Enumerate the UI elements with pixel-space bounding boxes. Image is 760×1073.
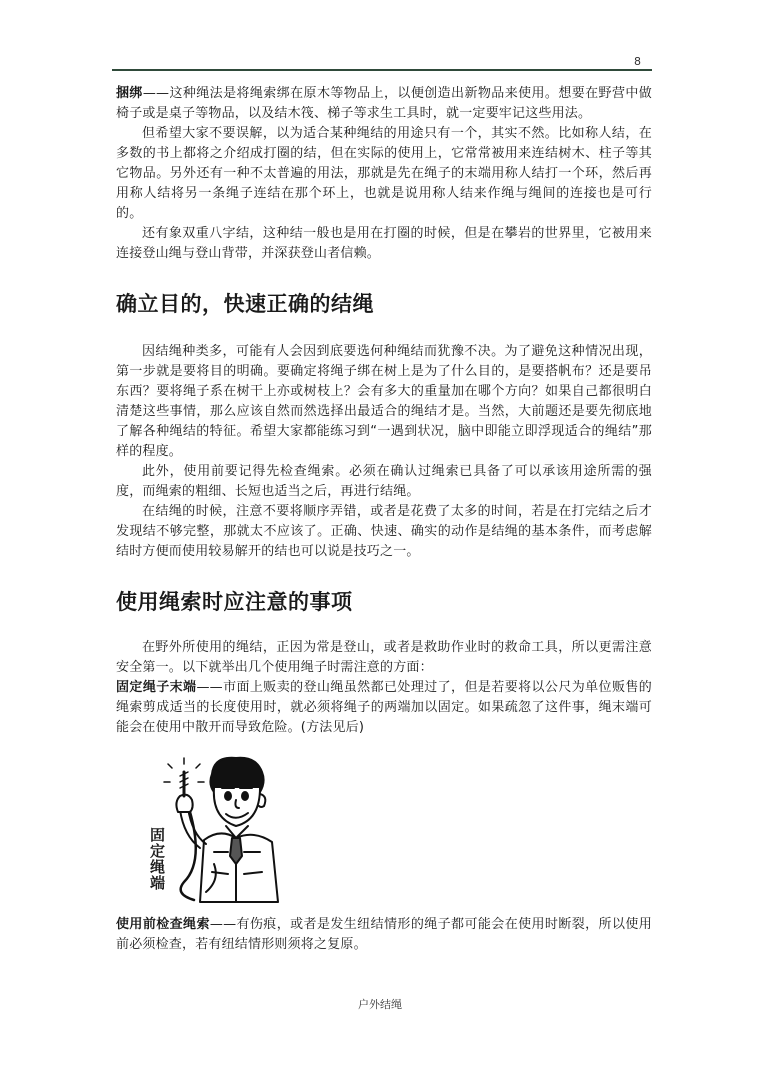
section-1-paragraph-2: 此外，使用前要记得先检查绳索。必须在确认过绳索已具备了可以承该用途所需的强度，而绳索的粗细、长短也适当之后，再进行结绳。 xyxy=(116,464,652,499)
item-fix-rope-end xyxy=(116,678,652,738)
cartoon-man-illustration xyxy=(144,752,294,907)
intro-paragraph-2: 但希望大家不要误解，以为适合某种绳结的用途只有一个，其实不然。比如称人结，在多数的书上都将之介绍成打圈的结，但在实际的使用上，它常常被用来连结树木、柱子等其它物品。另外还有一种不太普遍的用法，那就是先在绳子的末端用称人结打一个环，然后再用称人结将另一条绳子连结在那个环上，也就是说用称人结来作绳与绳间的连接也是可行的。 xyxy=(116,126,652,221)
page-content xyxy=(116,84,652,955)
illustration-man-holding-rope xyxy=(144,752,294,907)
illustration-label: 固定绳端 xyxy=(148,827,166,891)
intro-paragraph-3: 还有象双重八字结，这种结一般也是用在打圈的时候，但是在攀岩的世界里，它被用来连接登山绳与登山背带，并深获登山者信赖。 xyxy=(116,226,652,261)
section-2-paragraph-1: 在野外所使用的绳结，正因为常是登山，或者是救助作业时的救命工具，所以更需注意安全第一。以下就举出几个使用绳子时需注意的方面： xyxy=(116,640,652,675)
section-1-paragraph-1: 因结绳种类多，可能有人会因到底要选何种绳结而犹豫不决。为了避免这种情况出现，第一步就是要将目的明确。要确定将绳子绑在树上是为了什么目的，是要搭帆布？还是要吊东西？要将绳子系在树干上亦或树枝上？会有多大的重量加在哪个方向？如果自己都很明白清楚这些事情，那么应该自然而然选择出最适合的绳结才是。当然，大前题还是要先彻底地了解各种绳结的特征。希望大家都能练习到“一遇到状况，脑中即能立即浮现适合的绳结”那样的程度。 xyxy=(116,344,652,459)
item-fix-rope-end-text: ——市面上贩卖的登山绳虽然都已处理过了，但是若要将以公尺为单位贩售的绳索剪成适当的长度使用时，就必须将绳子的两端加以固定。如果疏忽了这件事，绳末端可能会在使用中散开而导致危险。(方法见后) xyxy=(116,680,652,735)
intro-paragraph-1 xyxy=(116,84,652,124)
header-rule xyxy=(112,69,652,71)
item-check-rope xyxy=(116,915,652,955)
section-1-paragraph-3: 在结绳的时候，注意不要将顺序弄错，或者是花费了太多的时间，若是在打完结之后才发现结不够完整，那就太不应该了。正确、快速、确实的动作是结绳的基本条件，而考虑解结时方便而使用较易解开的结也可以说是技巧之一。 xyxy=(116,504,652,559)
page-number: 8 xyxy=(634,55,641,68)
term-bind-lashing: 捆绑 xyxy=(116,86,143,101)
term-check-rope: 使用前检查绳索 xyxy=(116,917,210,932)
section-1-heading: 确立目的，快速正确的结绳 xyxy=(116,292,374,316)
term-fix-rope-end: 固定绳子末端 xyxy=(116,680,197,695)
item-check-rope-text: ——有伤痕，或者是发生纽结情形的绳子都可能会在使用时断裂，所以使用前必须检查，若有纽结情形则须将之复原。 xyxy=(116,917,652,952)
page-footer: 户外结绳 xyxy=(358,998,402,1011)
section-2-heading: 使用绳索时应注意的事项 xyxy=(116,590,353,614)
intro-paragraph-1-text: ——这种绳法是将绳索绑在原木等物品上，以便创造出新物品来使用。想要在野营中做椅子或是桌子等物品，以及结木筏、梯子等求生工具时，就一定要牢记这些用法。 xyxy=(116,86,652,121)
